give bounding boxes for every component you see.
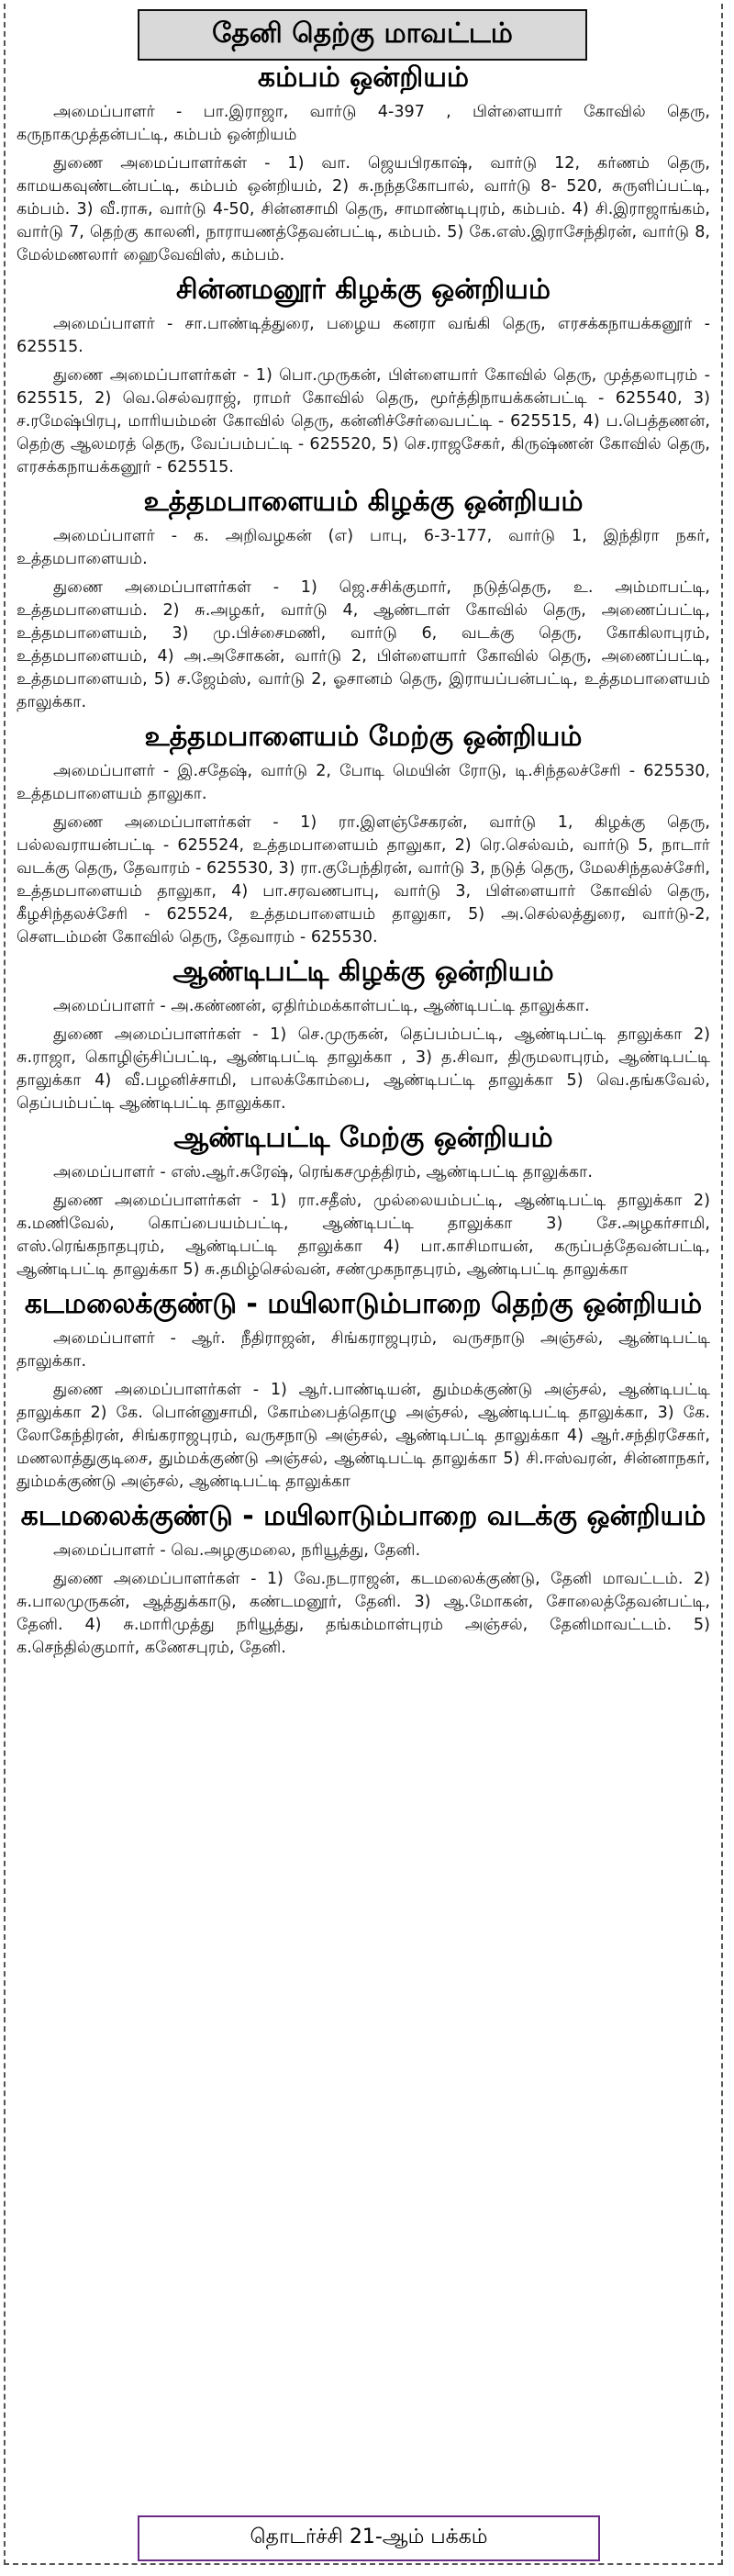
union-title: உத்தமபாளையம் மேற்கு ஒன்றியம் bbox=[144, 721, 583, 753]
union-title: ஆண்டிபட்டி மேற்கு ஒன்றியம் bbox=[173, 1122, 553, 1154]
organizer-paragraph: அமைப்பாளர் - அ.கண்ணன், ஏதிர்ம்மக்காள்பட்டி, ஆண்டிபட்டி தாலுக்கா. bbox=[53, 997, 590, 1015]
union-section bbox=[17, 1499, 710, 1660]
deputy-organizers-paragraph: துணை அமைப்பாளர்கள் - 1) வா. ஜெயபிரகாஷ், வார்டு 12, கர்ணம் தெரு, காமயகவுண்டன்பட்டி, கம்பம் ஒன்றியம், 2) சு.நந்தகோபால், வார்டு 8- 520, சுருளிப்பட்டி, கம்பம். 3) வீ.ராசு, வார்டு 4-50, சின்னசாமி தெரு, சாமாண்டிபுரம், கம்பம். 4) சி.இராஜாங்கம், வார்டு 7, தெற்கு காலனி, நாராயணத்தேவன்பட்டி, கம்பம். 5) கே.எஸ்.இராசேந்திரன், வார்டு 8, மேல்மணலார் ஹைவேவிஸ், கம்பம். bbox=[17, 154, 710, 264]
organizer-paragraph: அமைப்பாளர் - சா.பாண்டித்துரை, பழைய கனரா வங்கி தெரு, எரசக்கநாயக்கனூர் - 625515. bbox=[17, 315, 710, 356]
continuation-note: தொடர்ச்சி 21-ஆம் பக்கம் bbox=[250, 2526, 488, 2548]
deputy-organizers-paragraph: துணை அமைப்பாளர்கள் - 1) ஜெ.சசிக்குமார், நடுத்தெரு, உ. அம்மாபட்டி, உத்தமபாளையம். 2) சு.அழகர், வார்டு 4, ஆண்டாள் கோவில் தெரு, அணைப்பட்டி, உத்தமபாளையம், 3) மு.பிச்சைமணி, வார்டு 6, வடக்கு தெரு, கோகிலாபுரம், உத்தமபாளையம், 4) அ.அசோகன், வார்டு 2, பிள்ளையார் கோவில் தெரு, அணைப்பட்டி, உத்தமபாளையம், 5) ச.ஜேம்ஸ், வார்டு 2, ஓசானம் தெரு, இராயப்பன்பட்டி, உத்தமபாளையம் தாலுக்கா. bbox=[17, 578, 710, 711]
union-title: கடமலைக்குண்டு - மயிலாடும்பாறை தெற்கு ஒன்றியம் bbox=[24, 1288, 703, 1320]
continuation-box bbox=[138, 2515, 600, 2561]
organizer-paragraph: அமைப்பாளர் - இ.சதேஷ், வார்டு 2, போடி மெயின் ரோடு, டி.சிந்தலச்சேரி - 625530, உத்தமபாளையம் தாலுகா. bbox=[17, 762, 710, 803]
union-title: உத்தமபாளையம் கிழக்கு ஒன்றியம் bbox=[143, 486, 584, 518]
deputy-organizers-paragraph: துணை அமைப்பாளர்கள் - 1) செ.முருகன், தெப்பம்பட்டி, ஆண்டிபட்டி தாலுக்கா 2) சு.ராஜா, கொழிஞ்சிப்பட்டி, ஆண்டிபட்டி தாலுக்கா , 3) த.சிவா, திருமலாபுரம், ஆண்டிபட்டி தாலுக்கா 4) வீ.பழனிச்சாமி, பாலக்கோம்பை, ஆண்டிபட்டி தாலுக்கா 5) வெ.தங்கவேல், தெப்பம்பட்டி ஆண்டிபட்டி தாலுக்கா. bbox=[17, 1025, 710, 1113]
union-title: கம்பம் ஒன்றியம் bbox=[257, 62, 470, 94]
organizer-paragraph: அமைப்பாளர் - எஸ்.ஆர்.சுரேஷ், ரெங்கசமுத்திரம், ஆண்டிபட்டி தாலுக்கா. bbox=[53, 1163, 593, 1182]
union-title: ஆண்டிபட்டி கிழக்கு ஒன்றியம் bbox=[172, 956, 554, 988]
organizer-paragraph: அமைப்பாளர் - வெ.அழகுமலை, நரியூத்து, தேனி. bbox=[53, 1541, 421, 1560]
union-section bbox=[17, 1287, 710, 1494]
organizer-paragraph: அமைப்பாளர் - க. அறிவழகன் (எ) பாபு, 6-3-177, வார்டு 1, இந்திரா நகர், உத்தமபாளையம். bbox=[17, 527, 710, 568]
organizer-paragraph: அமைப்பாளர் - பா.இராஜா, வார்டு 4-397 , பிள்ளையார் கோவில் தெரு, கருநாகமுத்தன்பட்டி, கம்பம் ஒன்றியம் bbox=[17, 103, 710, 144]
deputy-organizers-paragraph: துணை அமைப்பாளர்கள் - 1) ரா.சதீஸ், முல்லையம்பட்டி, ஆண்டிபட்டி தாலுக்கா 2) க.மணிவேல், கொப்பையம்பட்டி, ஆண்டிபட்டி தாலுக்கா 3) சே.அழகர்சாமி, எஸ்.ரெங்கநாதபுரம், ஆண்டிபட்டி தாலுக்கா 4) பா.காசிமாயன், கருப்பத்தேவன்பட்டி, ஆண்டிபட்டி தாலுக்கா 5) சு.தமிழ்செல்வன், சண்முகநாதபுரம், ஆண்டிபட்டி தாலுக்கா bbox=[17, 1192, 710, 1279]
union-section bbox=[17, 61, 710, 267]
district-header bbox=[138, 9, 587, 61]
union-title: சின்னமனூர் கிழக்கு ஒன்றியம் bbox=[175, 274, 551, 306]
union-section bbox=[17, 955, 710, 1115]
deputy-organizers-paragraph: துணை அமைப்பாளர்கள் - 1) பொ.முருகன், பிள்ளையார் கோவில் தெரு, முத்தலாபுரம் - 625515, 2) வெ.செல்வராஜ், ராமர் கோவில் தெரு, மூர்த்திநாயக்கன்பட்டி - 625540, 3) ச.ரமேஷ்பிரபு, மாரியம்மன் கோவில் தெரு, கன்னிச்சேர்வைபட்டி - 625515, 4) ப.பெத்தணன், தெற்கு ஆலமரத் தெரு, வேப்பம்பட்டி - 625520, 5) செ.ராஜசேகர், கிருஷ்ணன் கோவில் தெரு, எரசக்கநாயக்கனூர் - 625515. bbox=[17, 366, 710, 476]
deputy-organizers-paragraph: துணை அமைப்பாளர்கள் - 1) ரா.இளஞ்சேகரன், வார்டு 1, கிழக்கு தெரு, பல்லவராயன்பட்டி - 625524, உத்தமபாளையம் தாலுகா, 2) ரெ.செல்வம், வார்டு 5, நாடார் வடக்கு தெரு, தேவாரம் - 625530, 3) ரா.குபேந்திரன், வார்டு 3, நடுத் தெரு, மேலசிந்தலச்சேரி, உத்தமபாளையம் தாலுகா, 4) பா.சரவணபாபு, வார்டு 3, பிள்ளையார் கோவில் தெரு, கீழசிந்தலச்சேரி - 625524, உத்தமபாளையம் தாலுகா, 5) அ.செல்லத்துரை, வார்டு-2, சௌடம்மன் கோவில் தெரு, தேவாரம் - 625530. bbox=[17, 813, 710, 946]
union-title: கடமலைக்குண்டு - மயிலாடும்பாறை வடக்கு ஒன்றியம் bbox=[20, 1500, 706, 1532]
article-body bbox=[17, 61, 710, 1665]
union-section bbox=[17, 720, 710, 949]
union-section bbox=[17, 273, 710, 479]
deputy-organizers-paragraph: துணை அமைப்பாளர்கள் - 1) ஆர்.பாண்டியன், தும்மக்குண்டு அஞ்சல், ஆண்டிபட்டி தாலுக்கா 2) கே. பொன்னுசாமி, கோம்பைத்தொழு அஞ்சல், ஆண்டிபட்டி தாலுக்கா, 3) கே. லோகேந்திரன், சிங்கராஜபுரம், வருசநாடு அஞ்சல், ஆண்டிபட்டி தாலுக்கா 4) ஆர்.சந்திரசேகர், மணலாத்துகுடிசை, தும்மக்குண்டு அஞ்சல், ஆண்டிபட்டி தாலுக்கா 5) சி.ஈஸ்வரன், சின்னாநகர், தும்மக்குண்டு அஞ்சல், ஆண்டிபட்டி தாலுக்கா bbox=[17, 1381, 710, 1491]
union-section bbox=[17, 1121, 710, 1282]
organizer-paragraph: அமைப்பாளர் - ஆர். நீதிராஜன், சிங்கராஜபுரம், வருசநாடு அஞ்சல், ஆண்டிபட்டி தாலுக்கா. bbox=[17, 1329, 710, 1371]
union-section bbox=[17, 485, 710, 714]
page-title: தேனி தெற்கு மாவட்டம் bbox=[212, 17, 513, 50]
deputy-organizers-paragraph: துணை அமைப்பாளர்கள் - 1) வே.நடராஜன், கடமலைக்குண்டு, தேனி மாவட்டம். 2) சு.பாலமுருகன், ஆத்துக்காடு, கண்டமனூர், தேனி. 3) ஆ.மோகன், சோலைத்தேவன்பட்டி, தேனி. 4) சு.மாரிமுத்து நரியூத்து, தங்கம்மாள்புரம் அஞ்சல், தேனிமாவட்டம். 5) க.செந்தில்குமார், கணேசபுரம், தேனி. bbox=[17, 1570, 710, 1657]
